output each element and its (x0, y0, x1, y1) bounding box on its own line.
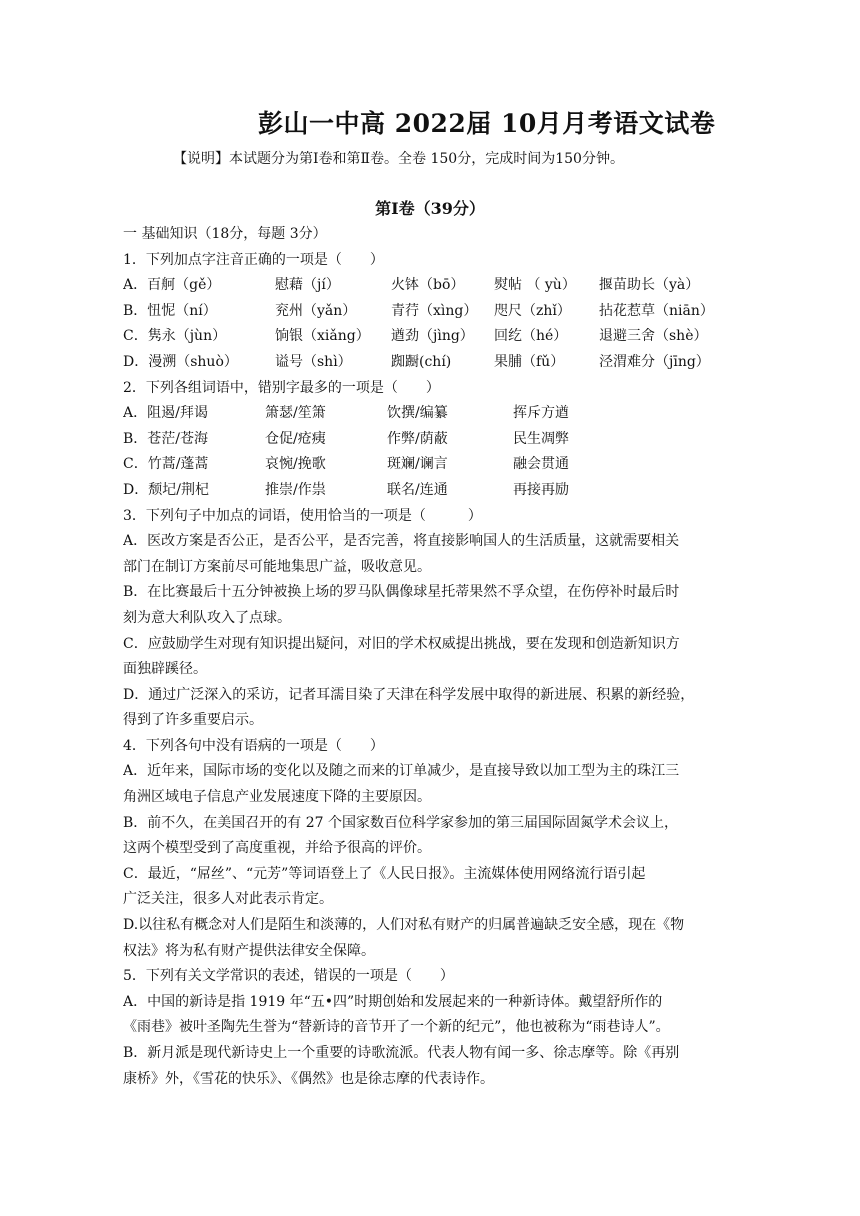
q1-option-b (123, 299, 745, 325)
q2-option-text: C．竹蒿/蓬蒿 (123, 456, 209, 473)
q1-option-text: 青荇（xìng） (391, 302, 478, 319)
section-title: 第Ⅰ卷（39分） (375, 199, 485, 218)
q4-line: 这两个模型受到了高度重视，并给予很高的评价。 (123, 840, 431, 857)
question-content (123, 222, 745, 1092)
exam-instructions: 【说明】本试题分为第Ⅰ卷和第Ⅱ卷。全卷 150分，完成时间为150分钟。 (173, 151, 624, 167)
q4-line: 权法》将为私有财产提供法律安全保障。 (123, 942, 375, 959)
q3-line: 部门在制订方案前尽可能地集思广益，吸收意见。 (123, 558, 431, 575)
q4-line: C．最近，“屌丝”、“元芳”等词语登上了《人民日报》。主流媒体使用网络流行语引起 (123, 865, 646, 882)
question-3-stem: 3．下列句子中加点的词语，使用恰当的一项是（ ） (123, 507, 482, 524)
q1-option-text: 果脯（fǔ） (494, 353, 565, 370)
q1-option-text: 泾渭难分（jīng） (599, 353, 710, 370)
q1-option-a (123, 273, 745, 299)
q1-option-text: 熨帖 （ yù） (494, 277, 576, 294)
q1-option-text: 踟蹰(chí) (391, 353, 452, 370)
q2-option-text: A．阻遏/拜谒 (123, 405, 208, 422)
q2-option-c (123, 452, 745, 478)
q1-option-text: 火钵（bō） (391, 277, 465, 294)
q4-line: D.以往私有概念对人们是陌生和淡薄的，人们对私有财产的归属普遍缺乏安全感，现在《物 (123, 917, 685, 934)
q1-option-c (123, 324, 745, 350)
question-2-stem: 2．下列各组词语中，错别字最多的一项是（ ） (123, 379, 440, 396)
q2-option-text: 联名/连通 (387, 481, 448, 498)
q2-option-text: 哀惋/挽歌 (265, 456, 326, 473)
q2-option-text: B．苍茫/苍海 (123, 430, 209, 447)
q2-option-b (123, 427, 745, 453)
q2-option-text: 作弊/荫蔽 (387, 430, 448, 447)
q4-line: 角洲区域电子信息产业发展速度下降的主要原因。 (123, 789, 431, 806)
q2-option-text: 融会贯通 (513, 456, 569, 473)
q1-option-text: 揠苗助长（yà） (599, 277, 700, 294)
q4-line: 广泛关注，很多人对此表示肯定。 (123, 891, 333, 908)
q2-option-text: 再接再励 (513, 481, 569, 498)
q1-option-text: 回纥（hé） (494, 328, 568, 345)
q3-line: 刻为意大利队攻入了点球。 (123, 609, 291, 626)
q4-line: B．前不久，在美国召开的有 27 个国家数百位科学家参加的第三届国际固氮学术会议上， (123, 814, 679, 831)
q1-option-text: 兖州（yǎn） (275, 302, 357, 319)
q1-option-text: 慰藉（jí） (275, 277, 340, 294)
q2-option-text: 民生凋弊 (513, 430, 569, 447)
exam-title: 彭山一中高 2022届 10月月考语文试卷 (258, 109, 716, 138)
q3-line: C．应鼓励学生对现有知识提出疑问，对旧的学术权威提出挑战，要在发现和创造新知识方 (123, 635, 680, 652)
q1-option-text: 遒劲（jìng） (391, 328, 474, 345)
q1-option-text: 退避三舍（shè） (599, 328, 708, 345)
q1-option-text: D．漫溯（shuò） (123, 353, 238, 370)
q3-line: D．通过广泛深入的采访，记者耳濡目染了天津在科学发展中取得的新进展、积累的新经验， (123, 686, 695, 703)
q1-option-text: B．忸怩（ní） (123, 302, 217, 319)
q1-option-text: 咫尺（zhǐ） (494, 302, 571, 319)
q1-option-text: 饷银（xiǎng） (275, 328, 370, 345)
q2-option-a (123, 401, 745, 427)
q2-option-text: 斑斓/谰言 (387, 456, 448, 473)
q2-option-text: 箫瑟/笙箫 (265, 405, 326, 422)
q3-line: 得到了许多重要启示。 (123, 712, 263, 729)
question-5-stem: 5．下列有关文学常识的表述，错误的一项是（ ） (123, 968, 454, 985)
q2-option-text: D．颓圮/荆杞 (123, 481, 209, 498)
q2-option-text: 仓促/疮痍 (265, 430, 326, 447)
q5-line: B．新月派是现代新诗史上一个重要的诗歌流派。代表人物有闻一多、徐志摩等。除《再别 (123, 1045, 680, 1061)
q1-option-text: 拈花惹草（niān） (599, 302, 714, 319)
q1-option-text: A．百舸（gě） (123, 277, 221, 294)
q5-line: 康桥》外，《雪花的快乐》、《偶然》也是徐志摩的代表诗作。 (123, 1070, 494, 1087)
q1-option-text: C．隽永（jùn） (123, 328, 227, 345)
q1-option-text: 谥号（shì） (275, 353, 352, 370)
q2-option-d (123, 478, 745, 504)
q3-line: 面独辟蹊径。 (123, 661, 207, 678)
q2-option-text: 推崇/作祟 (265, 481, 326, 498)
part-heading: 一 基础知识（18分，每题 3分） (123, 226, 327, 242)
question-1-stem: 1．下列加点字注音正确的一项是（ ） (123, 251, 384, 268)
q3-line: A．医改方案是否公正，是否公平，是否完善，将直接影响国人的生活质量，这就需要相关 (123, 533, 680, 550)
q5-line: 《雨巷》被叶圣陶先生誉为“替新诗的音节开了一个新的纪元”，他也被称为“雨巷诗人”。 (123, 1019, 670, 1036)
q4-line: A．近年来，国际市场的变化以及随之而来的订单减少，是直接导致以加工型为主的珠江三 (123, 763, 680, 780)
q2-option-text: 饮撰/编纂 (387, 405, 448, 422)
q1-option-d (123, 350, 745, 376)
q5-line: A．中国的新诗是指 1919 年“五•四”时期创始和发展起来的一种新诗体。戴望舒所作的 (123, 993, 663, 1010)
q3-line: B．在比赛最后十五分钟被换上场的罗马队偶像球星托蒂果然不孚众望，在伤停补时最后时 (123, 584, 680, 601)
q2-option-text: 挥斥方遒 (513, 405, 569, 422)
question-4-stem: 4．下列各句中没有语病的一项是（ ） (123, 737, 384, 754)
